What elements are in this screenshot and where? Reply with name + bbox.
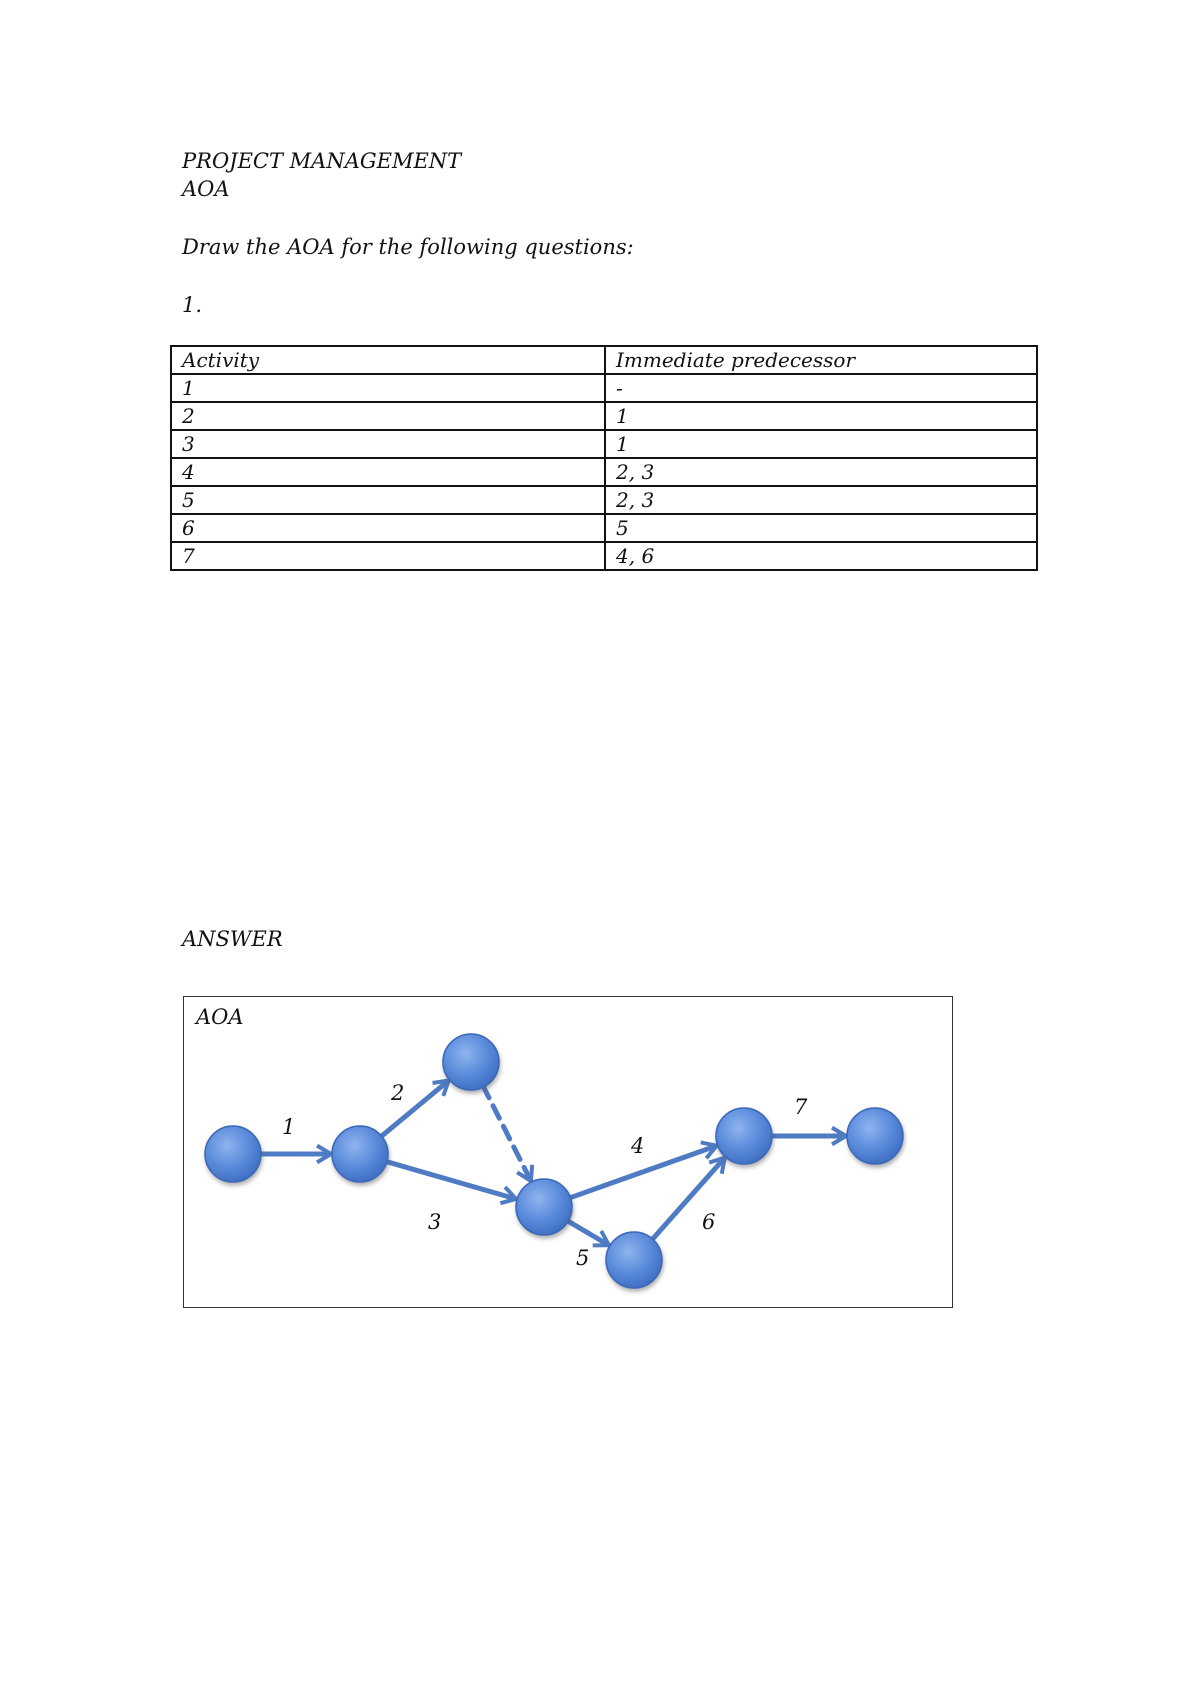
- event-node-b: [332, 1126, 388, 1182]
- table-row: [171, 514, 1037, 542]
- activity-cell: 7: [171, 542, 605, 570]
- document-title: PROJECT MANAGEMENT: [182, 149, 462, 173]
- table-row: [171, 402, 1037, 430]
- table-row: [171, 486, 1037, 514]
- diagram-title: AOA: [196, 1005, 244, 1029]
- activity-cell: 2: [171, 402, 605, 430]
- activity-cell: 1: [171, 374, 605, 402]
- predecessor-cell: 5: [605, 514, 1037, 542]
- event-node-e: [606, 1232, 662, 1288]
- aoa-network: [184, 997, 954, 1309]
- event-node-f: [716, 1108, 772, 1164]
- aoa-diagram: [183, 996, 953, 1308]
- predecessor-cell: 2, 3: [605, 458, 1037, 486]
- table-row: [171, 458, 1037, 486]
- table-header-row: [171, 346, 1037, 374]
- activity-arrow-3: [385, 1161, 510, 1197]
- activity-label-3: 3: [428, 1210, 442, 1234]
- document-subtitle: AOA: [182, 177, 230, 201]
- activity-label-2: 2: [391, 1081, 405, 1105]
- activity-cell: 4: [171, 458, 605, 486]
- table-row: [171, 430, 1037, 458]
- answer-label: ANSWER: [182, 927, 283, 951]
- activity-cell: 6: [171, 514, 605, 542]
- activity-table: [170, 345, 1038, 571]
- table-row: [171, 542, 1037, 570]
- predecessor-cell: 1: [605, 430, 1037, 458]
- activity-cell: 3: [171, 430, 605, 458]
- table-row: [171, 374, 1037, 402]
- activity-label-6: 6: [702, 1210, 716, 1234]
- event-node-a: [205, 1126, 261, 1182]
- activity-label-5: 5: [576, 1246, 590, 1270]
- column-header-predecessor: Immediate predecessor: [605, 346, 1037, 374]
- predecessor-cell: 1: [605, 402, 1037, 430]
- activity-label-4: 4: [631, 1134, 645, 1158]
- event-node-g: [847, 1108, 903, 1164]
- event-node-d: [516, 1179, 572, 1235]
- predecessor-cell: 2, 3: [605, 486, 1037, 514]
- instruction-text: Draw the AOA for the following questions:: [182, 235, 634, 259]
- question-number: 1.: [182, 293, 203, 317]
- column-header-activity: Activity: [171, 346, 605, 374]
- predecessor-cell: 4, 6: [605, 542, 1037, 570]
- activity-arrow-2: [380, 1084, 444, 1137]
- dummy-activity-arrow: [483, 1085, 529, 1176]
- activity-arrow-5: [566, 1220, 603, 1242]
- event-node-c: [443, 1034, 499, 1090]
- activity-cell: 5: [171, 486, 605, 514]
- activity-label-7: 7: [794, 1095, 808, 1119]
- activity-label-1: 1: [282, 1115, 296, 1139]
- predecessor-cell: -: [605, 374, 1037, 402]
